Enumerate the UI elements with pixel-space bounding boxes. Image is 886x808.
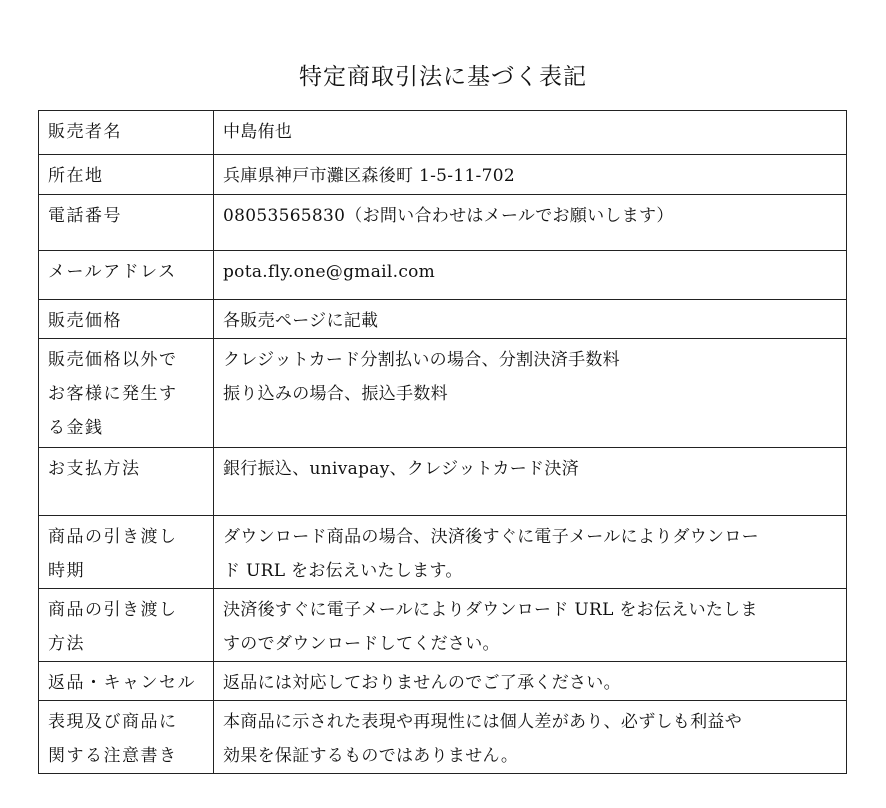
table-row — [39, 251, 847, 300]
value-line: すのでダウンロードしてください。 — [223, 634, 500, 654]
value-line: pota.fly.one@gmail.com — [223, 262, 436, 282]
label-line: 販売価格 — [48, 311, 122, 331]
label-line: お支払方法 — [48, 459, 141, 479]
value-line: 各販売ページに記載 — [223, 311, 379, 331]
row-label — [39, 300, 214, 339]
value-line: 効果を保証するものではありません。 — [223, 746, 519, 766]
row-label — [39, 662, 214, 701]
row-value — [214, 339, 847, 448]
row-value — [214, 155, 847, 195]
row-value — [214, 300, 847, 339]
value-line: 返品には対応しておりませんのでご了承ください。 — [223, 673, 621, 693]
label-line: 販売者名 — [48, 122, 122, 142]
disclosure-table — [38, 110, 847, 774]
label-line: お客様に発生す — [48, 384, 178, 404]
table-row — [39, 300, 847, 339]
table-row — [39, 111, 847, 155]
row-label — [39, 111, 214, 155]
row-value — [214, 111, 847, 155]
value-line: 08053565830（お問い合わせはメールでお願いします） — [223, 206, 674, 226]
row-label — [39, 448, 214, 516]
table-row — [39, 195, 847, 251]
value-line: 本商品に示された表現や再現性には個人差があり、必ずしも利益や — [223, 712, 742, 732]
value-line: 兵庫県神戸市灘区森後町 1-5-11-702 — [223, 166, 515, 186]
row-label — [39, 701, 214, 774]
label-line: 方法 — [48, 634, 85, 654]
label-line: メールアドレス — [48, 262, 177, 282]
value-line: クレジットカード分割払いの場合、分割決済手数料 — [223, 350, 620, 370]
page-title: 特定商取引法に基づく表記 — [299, 64, 587, 90]
label-line: 表現及び商品に — [48, 712, 178, 732]
row-value — [214, 516, 847, 589]
row-label — [39, 155, 214, 195]
table-row — [39, 701, 847, 774]
value-line: 銀行振込、univapay、クレジットカード決済 — [223, 459, 579, 479]
row-value — [214, 589, 847, 662]
value-line: 決済後すぐに電子メールによりダウンロード URL をお伝えいたしま — [223, 600, 758, 620]
row-value — [214, 251, 847, 300]
label-line: 時期 — [48, 561, 85, 581]
row-label — [39, 195, 214, 251]
table-row — [39, 448, 847, 516]
row-value — [214, 448, 847, 516]
label-line: る金銭 — [48, 418, 104, 438]
row-label — [39, 251, 214, 300]
row-label — [39, 516, 214, 589]
label-line: 電話番号 — [48, 206, 122, 226]
table-row — [39, 155, 847, 195]
table-row — [39, 589, 847, 662]
value-line: 中島侑也 — [223, 122, 293, 142]
table-row — [39, 662, 847, 701]
row-value — [214, 662, 847, 701]
label-line: 商品の引き渡し — [48, 527, 178, 547]
row-value — [214, 195, 847, 251]
label-line: 返品・キャンセル — [48, 673, 196, 693]
row-label — [39, 339, 214, 448]
label-line: 所在地 — [48, 166, 104, 186]
label-line: 販売価格以外で — [48, 350, 178, 370]
value-line: ダウンロード商品の場合、決済後すぐに電子メールによりダウンロー — [223, 527, 759, 547]
value-line: 振り込みの場合、振込手数料 — [223, 384, 448, 404]
row-label — [39, 589, 214, 662]
label-line: 関する注意書き — [48, 746, 178, 766]
table-row — [39, 516, 847, 589]
row-value — [214, 701, 847, 774]
value-line: ド URL をお伝えいたします。 — [223, 561, 463, 581]
table-row — [39, 339, 847, 448]
label-line: 商品の引き渡し — [48, 600, 178, 620]
